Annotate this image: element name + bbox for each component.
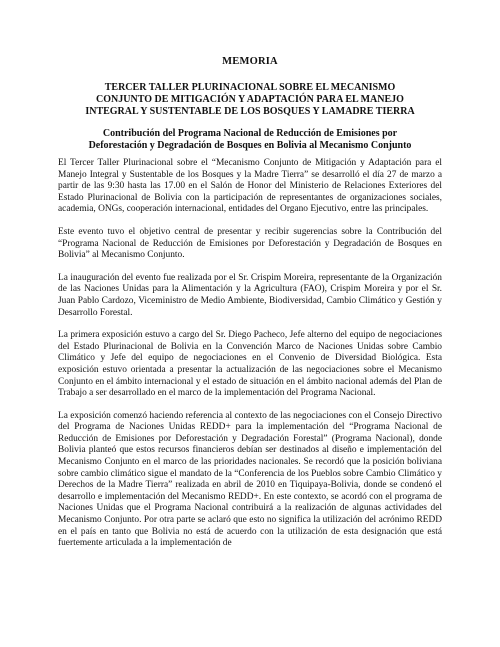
paragraph-2: Este evento tuvo el objetivo central de presentar y recibir sugerencias sobre la Contribución del “Programa Nacional de Reducción de Emisiones por Deforestación y Degradación de Bosques en Bolivia” al Mecanismo Conjunto. bbox=[58, 226, 442, 261]
contribution-heading: Contribución del Programa Nacional de Reducción de Emisiones por Deforestación y Degradación de Bosques en Bolivia al Mecanismo Conjunto bbox=[88, 128, 412, 151]
paragraph-3: La inauguración del evento fue realizada por el Sr. Crispim Moreira, representante de la Organización de las Naciones Unidas para la Alimentación y la Agricultura (FAO), Crispim Moreira y por el Sr. Juan Pablo Cardozo, Viceministro de Medio Ambiente, Biodiversidad, Cambio Climático y Gestión y Desarrollo Forestal. bbox=[58, 272, 442, 318]
document-subtitle: TERCER TALLER PLURINACIONAL SOBRE EL MECANISMO CONJUNTO DE MITIGACIÓN Y ADAPTACIÓN PARA EL MANEJO INTEGRAL Y SUSTENTABLE DE LOS BOSQUES Y LAMADRE TIERRA bbox=[85, 82, 415, 117]
document-body bbox=[58, 158, 442, 561]
document-heading: MEMORIA bbox=[222, 56, 278, 67]
paragraph-5: La exposición comenzó haciendo referencia al contexto de las negociaciones con el Consejo Directivo del Programa de Naciones Unidas REDD+ para la implementación del “Programa Nacional de Reducción de Emisiones por Deforestación y Degradación Forestal” (Programa Nacional), donde Bolivia planteó que estos recursos financieros debían ser destinados al diseño e implementación del Mecanismo Conjunto en el marco de las prioridades nacionales. Se recordó que la posición boliviana sobre cambio climático sigue el mandato de la “Conferencia de los Pueblos sobre Cambio Climático y Derechos de la Madre Tierra” realizada en abril de 2010 en Tiquipaya-Bolivia, donde se condenó el desarrollo e implementación del Mecanismo REDD+. En este contexto, se acordó con el programa de Naciones Unidas que el Programa Nacional contribuirá a la realización de algunas actividades del Mecanismo Conjunto. Por otra parte se aclaró que esto no significa la utilización del acrónimo REDD en el país en tanto que Bolivia no está de acuerdo con la utilización de esta designación que está fuertemente articulada a la implementación de bbox=[58, 410, 442, 549]
paragraph-1: El Tercer Taller Plurinacional sobre el “Mecanismo Conjunto de Mitigación y Adaptación para el Manejo Integral y Sustentable de los Bosques y la Madre Tierra” se desarrolló el día 27 de marzo a partir de las 9:30 hasta las 17.00 en el Salón de Honor del Ministerio de Relaciones Exteriores del Estado Plurinacional de Bolivia con la participación de representantes de organizaciones sociales, academia, ONGs, cooperación internacional, entidades del Organo Ejecutivo, entre las principales. bbox=[58, 158, 442, 215]
paragraph-4: La primera exposición estuvo a cargo del Sr. Diego Pacheco, Jefe alterno del equipo de negociaciones del Estado Plurinacional de Bolivia en la Convención Marco de Naciones Unidas sobre Cambio Climático y Jefe del equipo de negociaciones en el Convenio de Diversidad Biológica. Esta exposición estuvo orientada a presentar la actualización de las negociaciones sobre el Mecanismo Conjunto en el ámbito internacional y el estado de situación en el ámbito nacional además del Plan de Trabajo a ser desarrollado en el marco de la implementación del Programa Nacional. bbox=[58, 330, 442, 399]
